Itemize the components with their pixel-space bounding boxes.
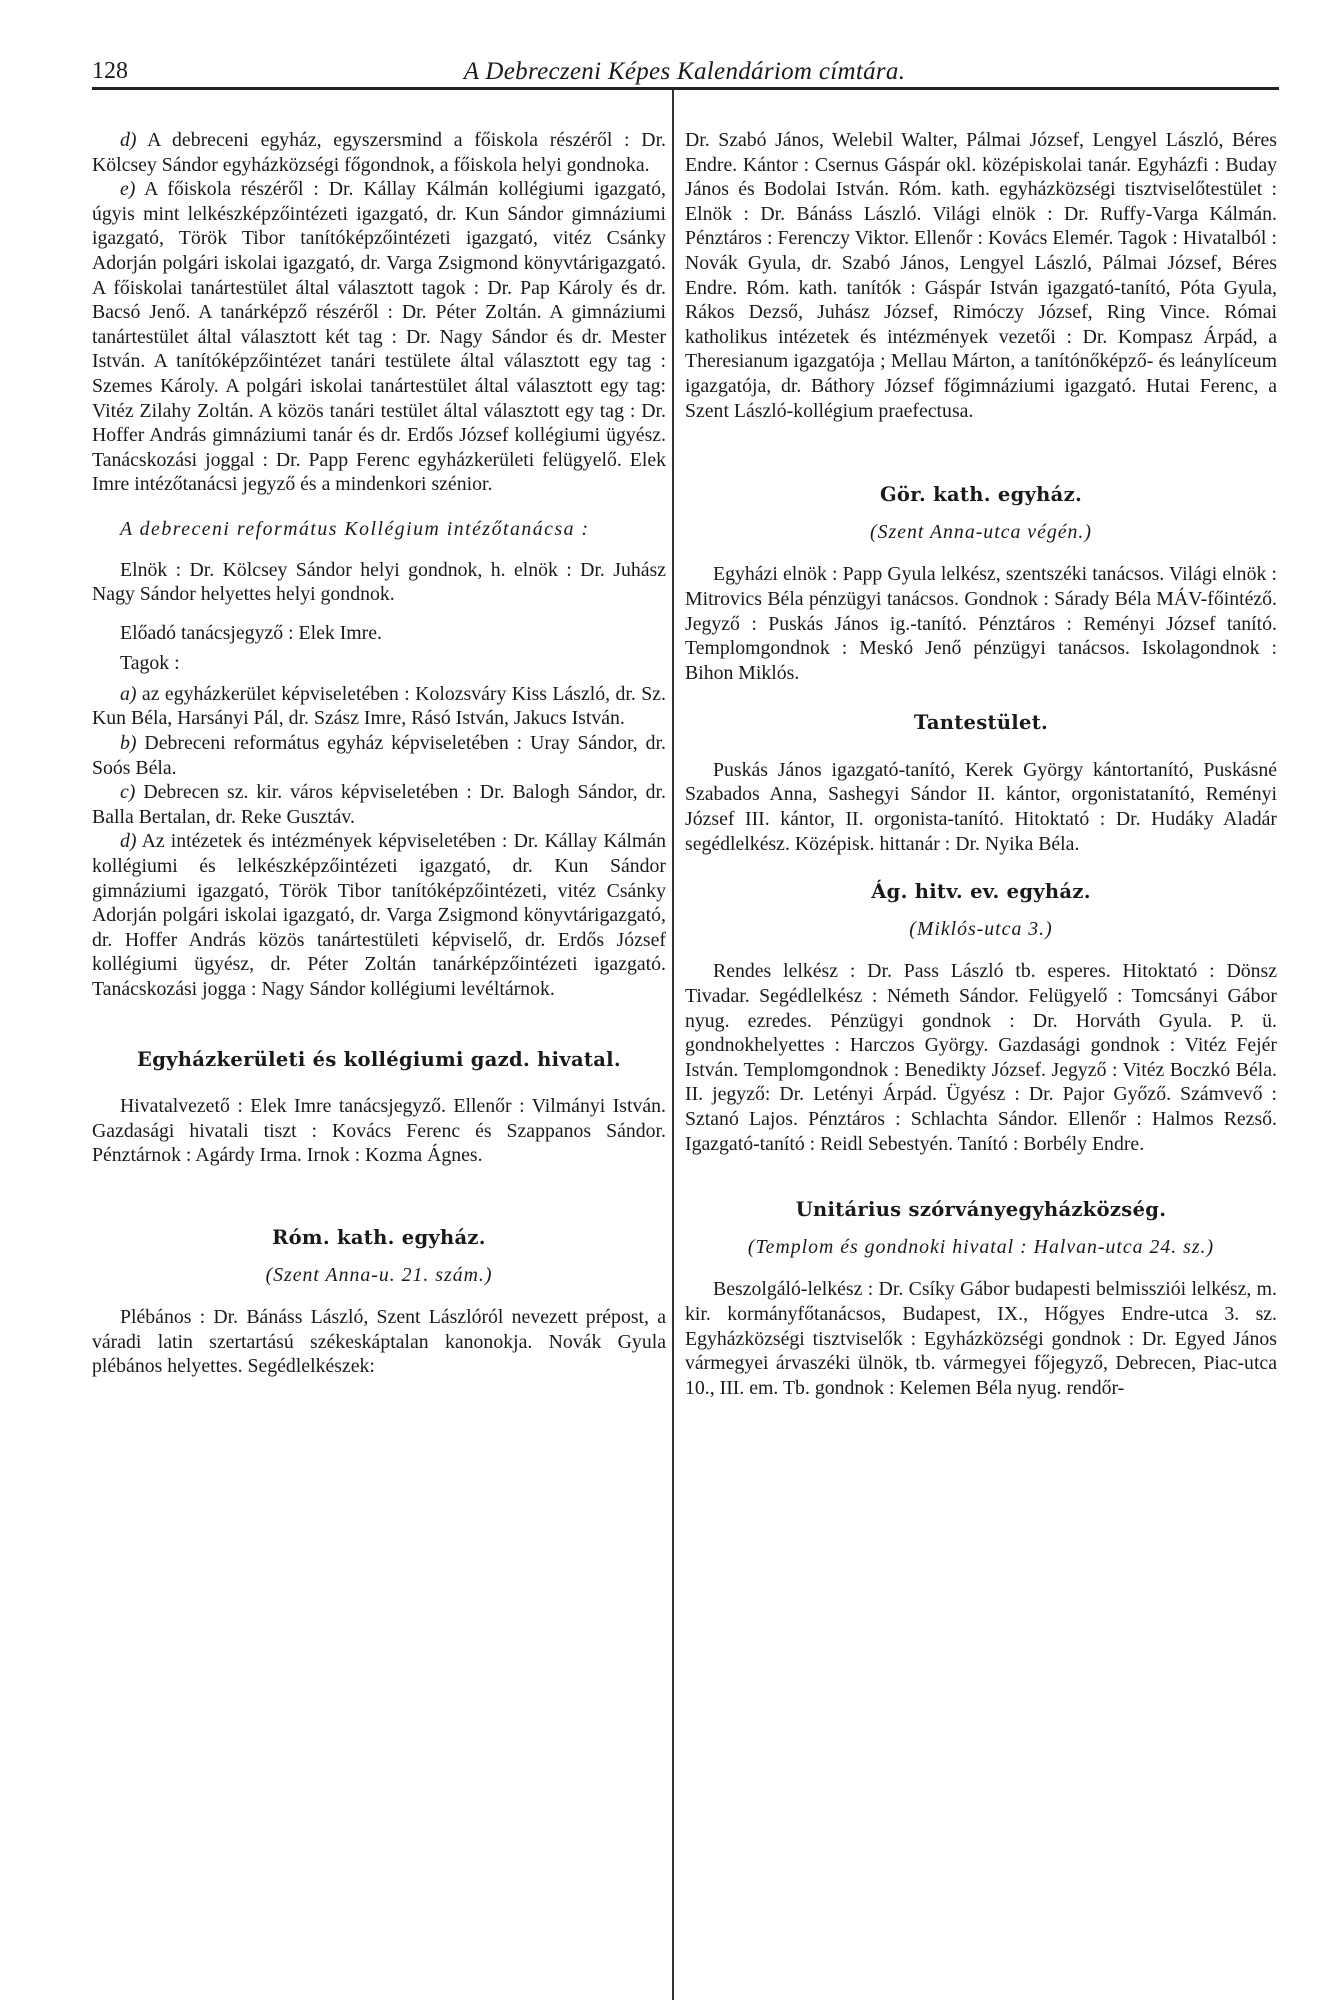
right-column	[685, 128, 1277, 1400]
paragraph-text: Az intézetek és intézmények képviseletében : Dr. Kállay Kálmán kollégiumi és lelkészképzőintézeti igazgató, dr. Kun Sándor gimnáziumi igazgató, Török Tibor tanítóképzőintézeti, vitéz Csánky Adorján polgári iskolai igazgató, dr. Varga Zsigmond könyvtárigazgató, dr. Hoffer András közös tanártestületi képviselő, dr. Erdős József kollégiumi ügyész, dr. Péter Zoltán tanárképzőintézeti igazgató. Tanácskozási jogga : Nagy Sándor kollégiumi levéltárnok.	[92, 830, 666, 1000]
roman-catholic-text: Plébános : Dr. Bánáss László, Szent Lászlóról nevezett prépost, a váradi latin szertartású székeskáptalan kanonokja. Novák Gyula plébános helyettes. Segédlelkészek:	[92, 1306, 666, 1378]
left-column	[92, 128, 666, 1379]
item-label: a)	[120, 682, 137, 705]
paragraph-text: az egyházkerület képviseletében : Kolozsváry Kiss László, dr. Sz. Kun Béla, Harsányi Pál, dr. Szász Imre, Rásó István, Jakucs István.	[92, 682, 666, 730]
item-label: d)	[120, 129, 137, 151]
office-text: Hivatalvezető : Elek Imre tanácsjegyző. Ellenőr : Vilmányi István. Gazdasági hivatali tiszt : Kovács Ferenc és Szappanos Sándor. Pénztárnok : Agárdy Irma. Irnok : Kozma Ágnes.	[92, 1095, 666, 1167]
item-label: b)	[120, 732, 137, 755]
paragraph-text: A főiskola részéről : Dr. Kállay Kálmán kollégiumi igazgató, úgyis mint lelkészképzőintézeti igazgató, dr. Kun Sándor gimnáziumi igazgató, Török Tibor tanítóképzőintézeti igazgató, vitéz Csánky Adorján polgári iskolai igazgató, dr. Varga Zsigmond könyvtárigazgató. A főiskolai tanártestület által választott tagok : Dr. Pap Károly és dr. Bacsó Jenő. A tanárképző részéről : Dr. Péter Zoltán. A gimnáziumi tanártestület által választott két tag : Dr. Nagy Sándor és dr. Mester István. A tanítóképzőintézet tanári testülete által választott egy tag : Szemes Károly. A polgári iskolai tanártestület által választott egy tag: Vitéz Zilahy Zoltán. A közös tanári testület által választott egy tag : Dr. Hoffer András gimnáziumi tanár és dr. Erdős József kollégiumi ügyész. Tanácskozási joggal : Dr. Papp Ferenc egyházkerületi felügyelő. Elek Imre intézőtanácsi jegyző és a mindenkori szénior.	[92, 178, 666, 496]
members-label: Tagok :	[120, 652, 180, 675]
section-heading-lutheran: Ág. hitv. ev. egyház.	[871, 880, 1091, 904]
paragraph-text: Debrecen sz. kir. város képviseletében : Dr. Balogh Sándor, dr. Balla Bertalan, dr. Reke Gusztáv.	[92, 781, 666, 828]
members-d	[92, 829, 666, 1001]
council-president: Elnök : Dr. Kölcsey Sándor helyi gondnok, h. elnök : Dr. Juhász Nagy Sándor helyettes helyi gondnok.	[92, 558, 666, 606]
section-heading-staff: Tantestület.	[913, 711, 1049, 735]
running-title: A Debreczeni Képes Kalendáriom címtára.	[463, 58, 906, 85]
members-b	[92, 731, 666, 780]
section-heading-roman-catholic: Róm. kath. egyház.	[272, 1225, 486, 1249]
greek-catholic-address: (Szent Anna-utca végén.)	[870, 520, 1092, 543]
item-label: c)	[120, 781, 136, 804]
item-label: d)	[120, 830, 137, 853]
section-heading-greek-catholic: Gör. kath. egyház.	[879, 483, 1083, 507]
item-label: e)	[120, 178, 136, 201]
members-a	[92, 682, 666, 731]
paragraph-text: Debreceni református egyház képviseletében : Uray Sándor, dr. Soós Béla.	[92, 732, 666, 779]
staff-text: Puskás János igazgató-tanító, Kerek György kántortanító, Puskásné Szabados Anna, Sashegyi Sándor II. kántor, orgonistatanító, Reményi József III. kántor, II. orgonista-tanító. Hitoktató : Dr. Hudáky Aladár segédlelkész. Középisk. hittanár : Dr. Nyika Béla.	[685, 758, 1277, 855]
lutheran-address: (Miklós-utca 3.)	[909, 917, 1053, 940]
unitarian-text: Beszolgáló-lelkész : Dr. Csíky Gábor budapesti belmissziói lelkész, m. kir. kormányfőtanácsos, Budapest, IX., Hőgyes Endre-utca 3. sz. Egyházközségi tisztviselők : Egyházközségi gondnok : Dr. Egyed János vármegyei árvaszéki ülnök, tb. vármegyei főjegyző, Debrecen, Piac-utca 10., III. em. Tb. gondnok : Kelemen Béla nyug. rendőr-	[685, 1278, 1277, 1399]
header-rule	[92, 87, 1279, 90]
roman-catholic-continued: Dr. Szabó János, Welebil Walter, Pálmai József, Lengyel László, Béres Endre. Kántor : Csernus Gáspár okl. középiskolai tanár. Egyházfi : Buday János és Bodolai István. Róm. kath. egyházközségi tisztviselőtestület : Elnök : Dr. Bánáss László. Világi elnök : Dr. Ruffy-Varga Kálmán. Pénztáros : Ferenczy Viktor. Ellenőr : Kovács Elemér. Tagok : Hivatalból : Novák Gyula, dr. Szabó János, Lengyel László, Pálmai József, Béres Endre. Róm. kath. tanítók : Gáspár István igazgató-tanító, Póta Gyula, Rákos Dezső, Juhász József, Rimóczy József, Ring Vince. Római katholikus intézetek és intézmények vezetői : Dr. Kompasz Árpád, a Theresianum igazgatója ; Mellau Márton, a tanítónőképző- és leánylíceum igazgatója, dr. Báthory József főgimnáziumi igazgató. Hutai Ferenc, a Szent László-kollégium praefectusa.	[685, 129, 1277, 422]
column-divider	[672, 90, 674, 2000]
section-heading-office: Egyházkerületi és kollégiumi gazd. hivatal.	[137, 1047, 621, 1071]
greek-catholic-text: Egyházi elnök : Papp Gyula lelkész, szentszéki tanácsos. Világi elnök : Mitrovics Béla pénzügyi tanácsos. Gondnok : Sárady Béla MÁV-főintéző. Jegyző : Puskás János ig.-tanító. Pénztáros : Reményi József tanító. Templomgondnok : Meskó Jenő pénzügyi tanácsos. Iskolagondnok : Bihon Miklós.	[685, 563, 1277, 684]
council-title: A debreceni református Kollégium intézőtanácsa :	[120, 517, 590, 540]
roman-catholic-address: (Szent Anna-u. 21. szám.)	[265, 1263, 493, 1286]
page-header	[92, 52, 1277, 92]
unitarian-address: (Templom és gondnoki hivatal : Halvan-utca 24. sz.)	[747, 1235, 1215, 1258]
council-secretary: Előadó tanácsjegyző : Elek Imre.	[120, 621, 382, 644]
lutheran-text: Rendes lelkész : Dr. Pass László tb. esperes. Hitoktató : Dönsz Tivadar. Segédlelkész : Németh Sándor. Felügyelő : Tomcsányi Gábor nyug. ezredes. Pénzügyi gondnok : Dr. Horváth Gyula. P. ü. gondnokhelyettes : Harczos György. Gazdasági gondnok : Vitéz Fejér István. Templomgondnok : Benedikty József. Jegyző : Vitéz Boczkó Béla. II. jegyző: Dr. Letényi Árpád. Ügyész : Dr. Pajor Győző. Számvevő : Sztanó Lajos. Pénztáros : Schlachta Sándor. Ellenőr : Halmos Rezső. Igazgató-tanító : Reidl Sebestyén. Tanító : Borbély Endre.	[685, 960, 1277, 1155]
members-c	[92, 780, 666, 829]
paragraph-e	[92, 177, 666, 497]
paragraph-d	[92, 128, 666, 177]
page-number: 128	[92, 58, 128, 84]
paragraph-text: A debreceni egyház, egyszersmind a főiskola részéről : Dr. Kölcsey Sándor egyházközségi főgondnok, a főiskola helyi gondnoka.	[92, 129, 667, 176]
section-heading-unitarian: Unitárius szórványegyházközség.	[795, 1198, 1167, 1222]
